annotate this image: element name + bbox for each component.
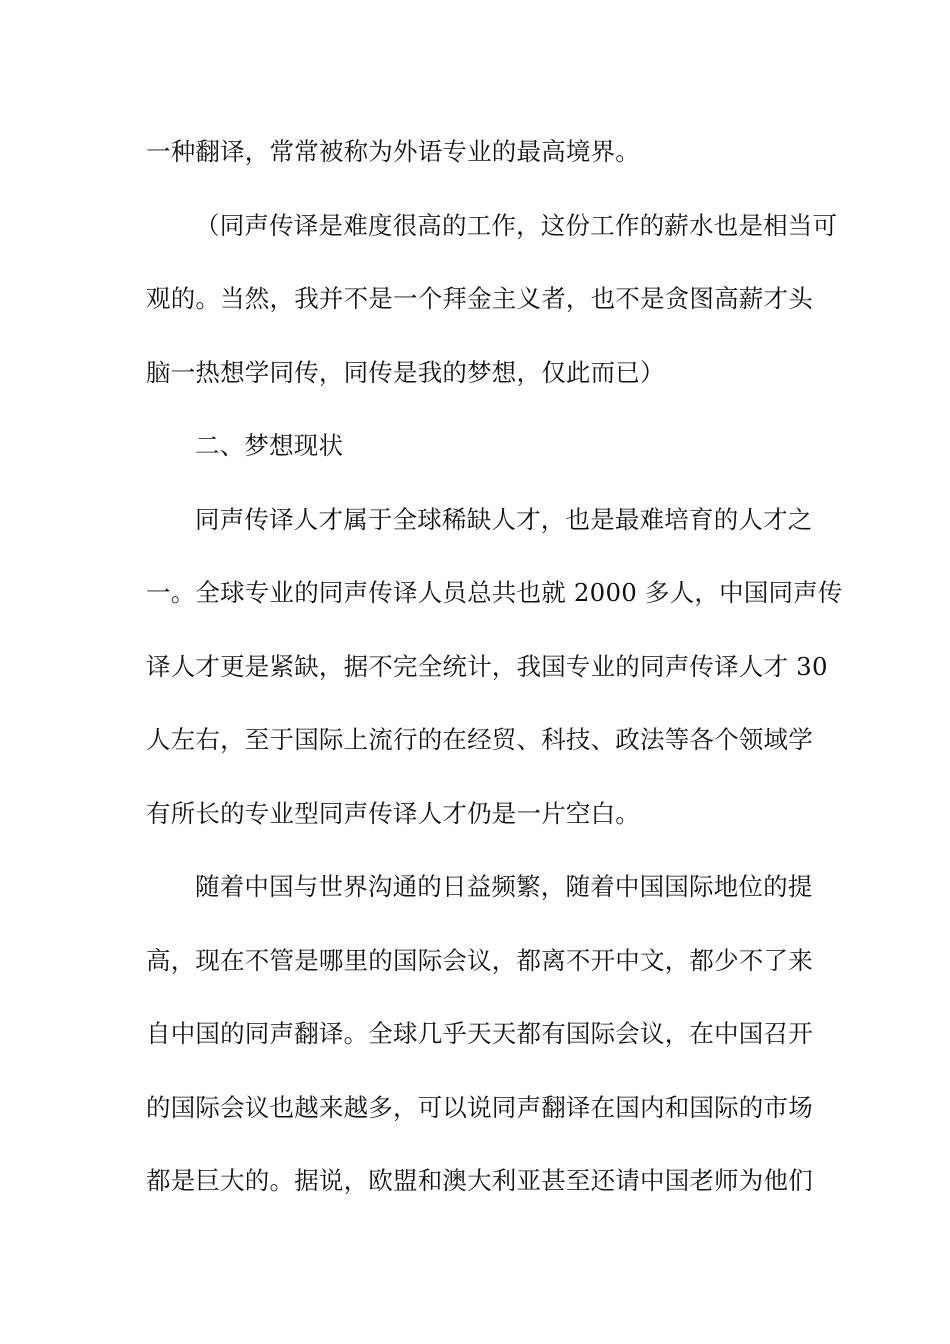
body-line-11: 随着中国与世界沟通的日益频繁，随着中国国际地位的提 bbox=[195, 872, 813, 901]
body-line-10: 有所长的专业型同声传译人才仍是一片空白。 bbox=[146, 798, 640, 828]
body-line-15: 都是巨大的。据说，欧盟和澳大利亚甚至还请中国老师为他们 bbox=[146, 1166, 813, 1195]
body-line-13: 自中国的同声翻译。全球几乎天天都有国际会议，在中国召开 bbox=[146, 1019, 813, 1048]
document-body bbox=[146, 122, 843, 1225]
body-line-14: 的国际会议也越来越多，可以说同声翻译在国内和国际的市场 bbox=[146, 1092, 813, 1122]
body-line-7: 一。全球专业的同声传译人员总共也就 2000 多人，中国同声传 bbox=[146, 578, 843, 607]
section-heading: 二、梦想现状 bbox=[195, 431, 344, 460]
body-line-3: 观的。当然，我并不是一个拜金主义者，也不是贪图高薪才头 bbox=[146, 284, 813, 313]
body-line-1: 一种翻译，常常被称为外语专业的最高境界。 bbox=[146, 137, 640, 166]
body-line-8: 译人才更是紧缺，据不完全统计，我国专业的同声传译人才 30 bbox=[146, 651, 828, 681]
body-line-12: 高，现在不管是哪里的国际会议，都离不开中文，都少不了来 bbox=[146, 945, 813, 975]
body-line-6: 同声传译人才属于全球稀缺人才，也是最难培育的人才之 bbox=[195, 504, 813, 534]
body-line-4: 脑一热想学同传，同传是我的梦想，仅此而已） bbox=[146, 357, 665, 387]
body-line-2: （同声传译是难度很高的工作，这份工作的薪水也是相当可 bbox=[195, 210, 838, 240]
body-line-9: 人左右，至于国际上流行的在经贸、科技、政法等各个领域学 bbox=[146, 725, 813, 754]
